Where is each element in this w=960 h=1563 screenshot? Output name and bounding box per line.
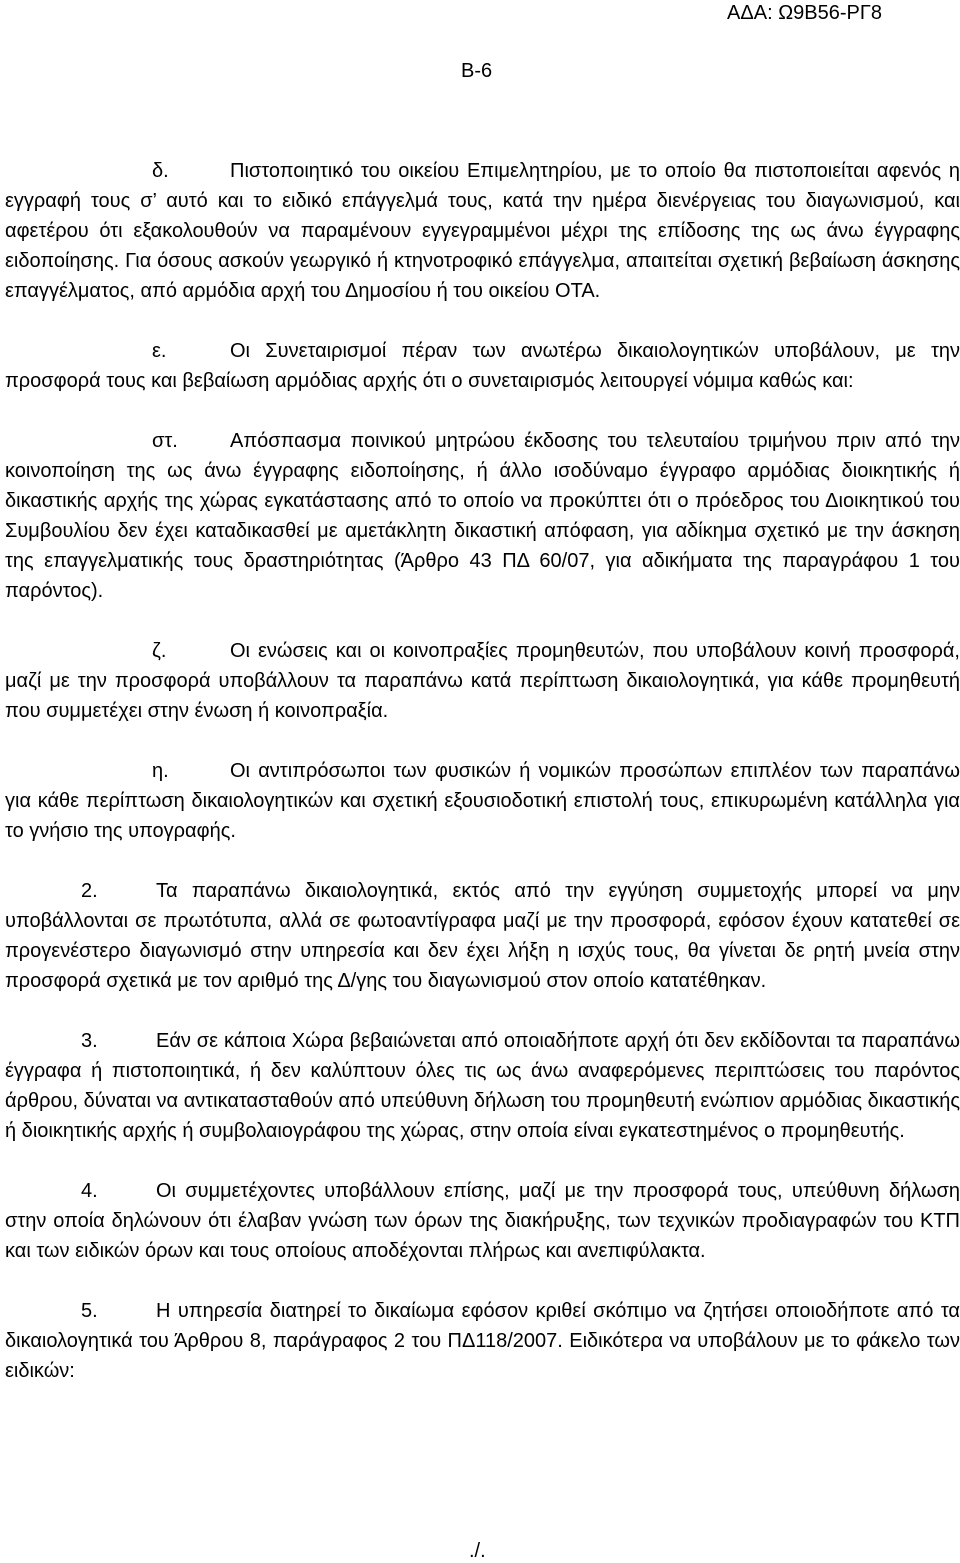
paragraph-3 [5,1026,960,1146]
paragraph-text: Απόσπασμα ποινικού μητρώου έκδοσης του τελευταίου τριμήνου πριν από την κοινοποίηση της ως άνω έγγραφης ειδοποίησης, ή άλλο ισοδύναμο έγγραφο αρμόδιας διοικητικής ή δικαστικής αρχής της χώρας εγκατάστασης από το οποίο να προκύπτει ότι ο πρόεδρος του Διοικητικού του Συμβουλίου δεν έχει καταδικασθεί με αμετάκλητη δικαστική απόφαση, για αδίκημα σχετικό με την άσκηση της επαγγελματικής τους δραστηριότητας (Άρθρο 43 ΠΔ 60/07, για αδικήματα της παραγράφου 1 του παρόντος). [5,430,960,602]
page-number: Β-6 [461,60,493,82]
paragraph-st [5,426,960,606]
paragraph-5 [5,1296,960,1386]
paragraph-text: Η υπηρεσία διατηρεί το δικαίωμα εφόσον κριθεί σκόπιμο να ζητήσει οποιοδήποτε από τα δικαιολογητικά του Άρθρου 8, παράγραφος 2 του ΠΔ118/2007. Ειδικότερα να υποβάλουν με το φάκελο των ειδικών: [5,1300,960,1382]
paragraph-text: Οι συμμετέχοντες υποβάλλουν επίσης, μαζί με την προσφορά τους, υπεύθυνη δήλωση στην οποία δηλώνουν ότι έλαβαν γνώση των όρων της διακήρυξης, των τεχνικών προδιαγραφών του ΚΤΠ και των ειδικών όρων και τους οποίους αποδέχονται πλήρως και ανεπιφύλακτα. [5,1180,960,1262]
paragraph-text: Πιστοποιητικό του οικείου Επιμελητηρίου, με το οποίο θα πιστοποιείται αφενός η εγγραφή τους σ’ αυτό και το ειδικό επάγγελμά τους, κατά την ημέρα διενέργειας του διαγωνισμού, και αφετέρου ότι εξακολουθούν να παραμένουν εγγεγραμμένοι μέχρι της επίδοσης της ως άνω έγγραφης ειδοποίησης. Για όσους ασκούν γεωργικό ή κτηνοτροφικό επάγγελμα, απαιτείται σχετική βεβαίωση άσκησης επαγγέλματος, από αρμόδια αρχή του Δημοσίου ή του οικείου ΟΤΑ. [5,160,960,302]
item-marker: ε. [152,340,167,362]
paragraph-eta [5,756,960,846]
item-marker: 5. [81,1300,98,1322]
paragraph-2 [5,876,960,996]
ada-code: ΑΔΑ: Ω9Β56-ΡΓ8 [727,2,882,24]
item-marker: 4. [81,1180,98,1202]
paragraph-zeta [5,636,960,726]
paragraph-delta [5,156,960,306]
document-body [5,156,960,1416]
item-marker: 2. [81,880,98,902]
paragraph-text: Οι ενώσεις και οι κοινοπραξίες προμηθευτών, που υποβάλουν κοινή προσφορά, μαζί με την προσφορά υποβάλλουν τα παραπάνω κατά περίπτωση δικαιολογητικά, για κάθε προμηθευτή που συμμετέχει στην ένωση ή κοινοπραξία. [5,640,960,722]
paragraph-text: Τα παραπάνω δικαιολογητικά, εκτός από την εγγύηση συμμετοχής μπορεί να μην υποβάλλονται σε πρωτότυπα, αλλά σε φωτοαντίγραφα μαζί με την προσφορά, εφόσον έχουν κατατεθεί σε προγενέστερο διαγωνισμό στην υπηρεσία και δεν έχει λήξη η ισχύς τους, θα γίνεται δε ρητή μνεία στην προσφορά σχετικά με τον αριθμό της Δ/γης του διαγωνισμού στον οποίο κατατέθηκαν. [5,880,960,992]
item-marker: δ. [152,160,169,182]
item-marker: 3. [81,1030,98,1052]
paragraph-epsilon [5,336,960,396]
paragraph-text: Εάν σε κάποια Χώρα βεβαιώνεται από οποιαδήποτε αρχή ότι δεν εκδίδονται τα παραπάνω έγγραφα ή πιστοποιητικά, ή δεν καλύπτουν όλες τις ως άνω αναφερόμενες περιπτώσεις του παρόντος άρθρου, δύναται να αντικατασταθούν από υπεύθυνη δήλωση του προμηθευτή ενώπιον αρμόδιας δικαστικής ή διοικητικής αρχής ή συμβολαιογράφου της χώρας, στην οποία είναι εγκατεστημένος ο προμηθευτής. [5,1030,960,1142]
item-marker: στ. [152,430,178,452]
paragraph-text: Οι Συνεταιρισμοί πέραν των ανωτέρω δικαιολογητικών υποβάλουν, με την προσφορά τους και βεβαίωση αρμόδιας αρχής ότι ο συνεταιρισμός λειτουργεί νόμιμα καθώς και: [5,340,960,392]
item-marker: ζ. [152,640,167,662]
continuation-mark: ./. [469,1540,486,1562]
paragraph-text: Οι αντιπρόσωποι των φυσικών ή νομικών προσώπων επιπλέον των παραπάνω για κάθε περίπτωση δικαιολογητικών και σχετική εξουσιοδοτική επιστολή τους, επικυρωμένη κατάλληλα για το γνήσιο της υπογραφής. [5,760,960,842]
paragraph-4 [5,1176,960,1266]
item-marker: η. [152,760,169,782]
